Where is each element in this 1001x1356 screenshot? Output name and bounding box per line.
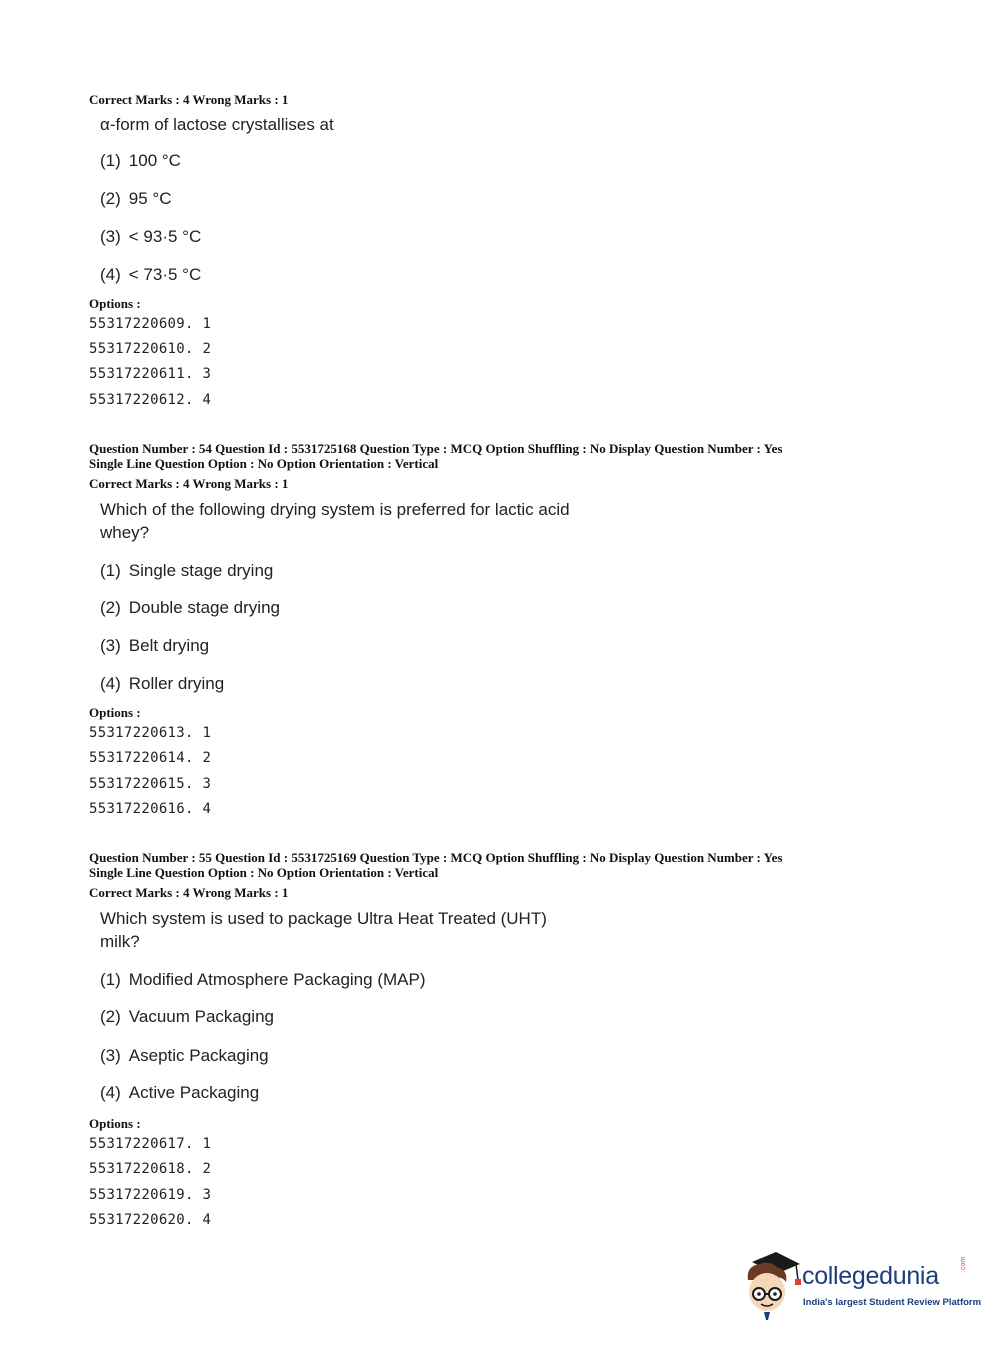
marks-line: Correct Marks : 4 Wrong Marks : 1 — [89, 885, 289, 900]
question-header-options: Single Line Question Option : No Option Orientation : Vertical — [89, 456, 439, 471]
option-id: 55317220613. 1 — [89, 725, 212, 741]
choice-2: (2) Vacuum Packaging — [100, 1007, 274, 1026]
question-text: Which of the following drying system is preferred for lactic acid whey? — [100, 500, 570, 542]
graduate-mascot-icon — [742, 1250, 802, 1322]
marks-line: Correct Marks : 4 Wrong Marks : 1 — [89, 476, 289, 491]
choice-1: (1) Modified Atmosphere Packaging (MAP) — [100, 970, 426, 989]
question-header-options: Single Line Question Option : No Option Orientation : Vertical — [89, 865, 439, 880]
option-id: 55317220610. 2 — [89, 341, 212, 357]
option-id: 55317220616. 4 — [89, 801, 212, 817]
option-id: 55317220618. 2 — [89, 1161, 212, 1177]
question-text: α-form of lactose crystallises at — [100, 115, 334, 134]
logo-tagline: India's largest Student Review Platform — [803, 1297, 982, 1308]
choice-2: (2) Double stage drying — [100, 598, 280, 617]
options-label: Options : — [89, 296, 141, 311]
choice-4: (4) Roller drying — [100, 674, 225, 693]
option-id: 55317220611. 3 — [89, 366, 212, 382]
option-id: 55317220614. 2 — [89, 750, 212, 766]
choice-4: (4) Active Packaging — [100, 1083, 260, 1102]
option-id: 55317220612. 4 — [89, 392, 212, 408]
option-id: 55317220620. 4 — [89, 1212, 212, 1228]
choice-3: (3) < 93·5 °C — [100, 227, 202, 246]
choice-1: (1) 100 °C — [100, 151, 181, 170]
choice-3: (3) Belt drying — [100, 636, 210, 655]
question-text: Which system is used to package Ultra Heat Treated (UHT) milk? — [100, 909, 547, 951]
option-id: 55317220619. 3 — [89, 1187, 212, 1203]
collegedunia-logo[interactable] — [742, 1250, 982, 1322]
choice-1: (1) Single stage drying — [100, 561, 274, 580]
options-label: Options : — [89, 1116, 141, 1131]
choice-2: (2) 95 °C — [100, 189, 172, 208]
option-id: 55317220609. 1 — [89, 316, 212, 332]
option-id: 55317220617. 1 — [89, 1136, 212, 1152]
question-header: Question Number : 55 Question Id : 5531725169 Question Type : MCQ Option Shuffling : No Display Question Number : Yes — [89, 850, 783, 865]
question-header: Question Number : 54 Question Id : 5531725168 Question Type : MCQ Option Shuffling : No Display Question Number : Yes — [89, 441, 783, 456]
options-label: Options : — [89, 705, 141, 720]
option-id: 55317220615. 3 — [89, 776, 212, 792]
choice-3: (3) Aseptic Packaging — [100, 1046, 269, 1065]
logo-wordmark: collegedunia — [802, 1262, 939, 1290]
logo-dotcom: .com — [960, 1256, 967, 1272]
marks-line: Correct Marks : 4 Wrong Marks : 1 — [89, 92, 289, 107]
choice-4: (4) < 73·5 °C — [100, 265, 202, 284]
